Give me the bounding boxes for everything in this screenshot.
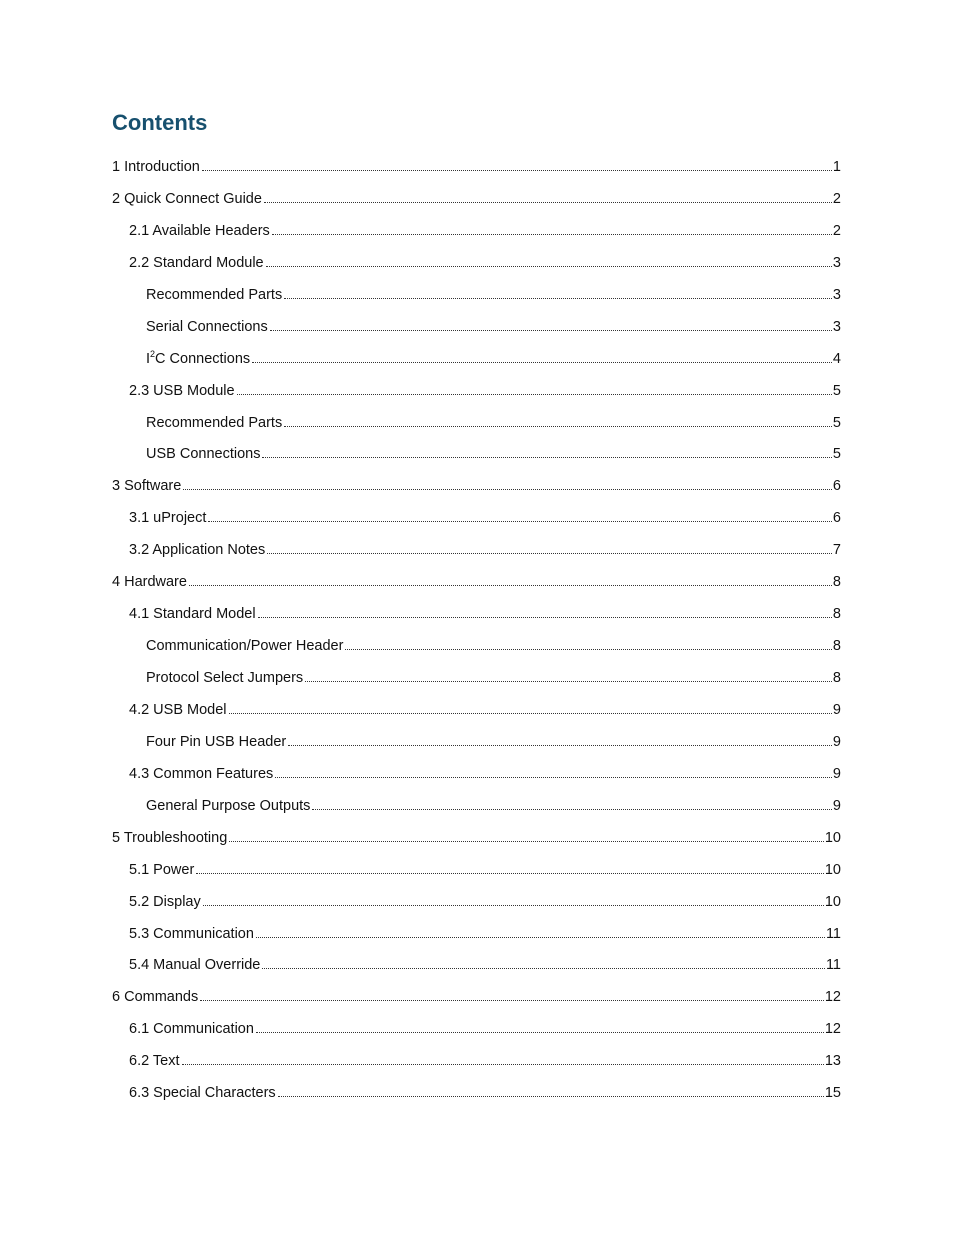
dot-leader: [229, 704, 832, 714]
toc-entry-page-number: 4: [832, 350, 841, 367]
toc-entry-label: [146, 408, 282, 440]
page-title: Contents: [112, 110, 208, 135]
toc-entry-label: [129, 1046, 180, 1078]
toc-entry-page-number: 10: [824, 893, 841, 910]
toc-entry[interactable]: [112, 663, 841, 695]
toc-entry[interactable]: [112, 408, 841, 440]
toc-entry-label-text: 2 Quick Connect Guide: [112, 190, 262, 207]
toc-entry-page-number: 12: [824, 989, 841, 1006]
dot-leader: [182, 1055, 824, 1065]
toc-entry[interactable]: [112, 823, 841, 855]
toc-entry-page-number: 13: [824, 1053, 841, 1070]
dot-leader: [183, 480, 832, 490]
toc-entry-page-number: 5: [832, 446, 841, 463]
toc-entry-page-number: 6: [832, 478, 841, 495]
toc-entry-page-number: 8: [832, 574, 841, 591]
toc-entry-label: [129, 599, 256, 631]
dot-leader: [196, 864, 824, 874]
toc-entry-label: [129, 248, 264, 280]
toc-entry-label-text: 5.4 Manual Override: [129, 957, 261, 974]
toc-entry-label: [129, 1014, 254, 1046]
dot-leader: [345, 640, 831, 650]
toc-entry-label-text: 2.1 Available Headers: [129, 222, 270, 239]
toc-entry-label-superscript: 2: [150, 348, 156, 359]
dot-leader: [288, 736, 832, 746]
toc-entry-label: [112, 567, 187, 599]
toc-entry-label: [146, 280, 282, 312]
toc-entry-label: [146, 727, 286, 759]
toc-entry[interactable]: [112, 982, 841, 1014]
toc-entry[interactable]: [112, 184, 841, 216]
dot-leader: [270, 321, 832, 331]
toc-entry[interactable]: [112, 567, 841, 599]
toc-entry-label-text: Communication/Power Header: [146, 638, 344, 655]
toc-entry-page-number: 9: [832, 701, 841, 718]
toc-entry-label-text: 3.1 uProject: [129, 510, 207, 527]
toc-entry-page-number: 11: [825, 925, 841, 942]
toc-entry[interactable]: [112, 599, 841, 631]
dot-leader: [272, 225, 832, 235]
toc-entry[interactable]: [112, 759, 841, 791]
toc-entry-label-text: 4 Hardware: [112, 574, 187, 591]
toc-entry-page-number: 9: [832, 733, 841, 750]
dot-leader: [256, 1023, 824, 1033]
toc-entry-label-text: Recommended Parts: [146, 414, 283, 431]
dot-leader: [284, 289, 832, 299]
toc-entry-page-number: 9: [832, 797, 841, 814]
toc-entry-label: [129, 535, 265, 567]
toc-entry[interactable]: [112, 1046, 841, 1078]
toc-entry-page-number: 8: [832, 638, 841, 655]
dot-leader: [278, 1087, 824, 1097]
toc-entry-page-number: 10: [824, 861, 841, 878]
toc-entry-page-number: 12: [824, 1021, 841, 1038]
toc-entry-page-number: 2: [832, 222, 841, 239]
toc-entry-page-number: 8: [832, 606, 841, 623]
toc-entry-label: [146, 439, 260, 471]
toc-entry-page-number: 7: [832, 542, 841, 559]
toc-entry-page-number: 5: [832, 414, 841, 431]
toc-entry[interactable]: [112, 471, 841, 503]
dot-leader: [312, 800, 831, 810]
toc-entry-page-number: 11: [825, 957, 841, 974]
toc-entry[interactable]: [112, 248, 841, 280]
toc-entry[interactable]: [112, 919, 841, 951]
toc-entry-label: [129, 216, 270, 248]
dot-leader: [208, 512, 832, 522]
toc-entry-label: [146, 663, 303, 695]
toc-entry-page-number: 6: [832, 510, 841, 527]
toc-entry-label-text: 4.2 USB Model: [129, 701, 227, 718]
dot-leader: [229, 832, 824, 842]
toc-entry-label-text: 5.2 Display: [129, 893, 201, 910]
toc-entry-page-number: 3: [832, 318, 841, 335]
toc-entry-label: [146, 344, 250, 376]
dot-leader: [203, 896, 824, 906]
dot-leader: [275, 768, 832, 778]
toc-entry-page-number: 9: [832, 765, 841, 782]
toc-entry-label: [129, 855, 194, 887]
toc-entry[interactable]: [112, 439, 841, 471]
toc-entry-label-text: 2.2 Standard Module: [129, 254, 264, 271]
dot-leader: [256, 928, 825, 938]
toc-entry-label-text: Recommended Parts: [146, 286, 283, 303]
toc-entry-label: [112, 184, 262, 216]
toc-entry-label-text: Serial Connections: [146, 318, 268, 335]
toc-entry-page-number: 3: [832, 254, 841, 271]
dot-leader: [262, 448, 831, 458]
toc-entry-label-text: Four Pin USB Header: [146, 733, 287, 750]
toc-entry-label: [112, 152, 200, 184]
toc-entry-label-text: C Connections: [155, 350, 251, 367]
toc-entry[interactable]: [112, 535, 841, 567]
dot-leader: [252, 353, 832, 363]
toc-entry[interactable]: [112, 727, 841, 759]
toc-entry[interactable]: [112, 503, 841, 535]
toc-entry-label: [146, 312, 268, 344]
toc-entry-label-text: 2.3 USB Module: [129, 382, 235, 399]
toc-entry-label: [112, 823, 227, 855]
toc-entry-label: [146, 791, 310, 823]
table-of-contents: [112, 152, 841, 1110]
toc-entry-label: [129, 503, 206, 535]
toc-entry[interactable]: [112, 631, 841, 663]
toc-entry-label-text: 3 Software: [112, 478, 182, 495]
dot-leader: [284, 417, 832, 427]
toc-entry-label-prefix: I: [146, 350, 151, 367]
toc-entry-label: [129, 695, 227, 727]
toc-entry-page-number: 1: [832, 159, 841, 175]
toc-entry-label-text: 5 Troubleshooting: [112, 829, 228, 846]
dot-leader: [200, 991, 824, 1001]
toc-entry-label: [112, 982, 198, 1014]
toc-entry[interactable]: [112, 216, 841, 248]
toc-entry-label: [129, 1078, 276, 1110]
toc-entry-page-number: 5: [832, 382, 841, 399]
toc-entry-label: [129, 919, 254, 951]
toc-entry[interactable]: [112, 1014, 841, 1046]
toc-entry-label-text: 5.3 Communication: [129, 925, 254, 942]
toc-entry-label: [112, 471, 181, 503]
toc-entry-label-text: 6.2 Text: [129, 1053, 180, 1070]
dot-leader: [262, 959, 825, 969]
toc-entry[interactable]: [112, 695, 841, 727]
toc-entry-label: [129, 376, 235, 408]
toc-entry[interactable]: [112, 791, 841, 823]
dot-leader: [305, 672, 832, 682]
toc-entry-label-text: General Purpose Outputs: [146, 797, 311, 814]
toc-entry[interactable]: [112, 280, 841, 312]
toc-entry-page-number: 2: [832, 190, 841, 207]
dot-leader: [267, 544, 832, 554]
toc-entry-label-text: Protocol Select Jumpers: [146, 670, 304, 686]
toc-entry-label-text: 3.2 Application Notes: [129, 542, 266, 559]
toc-entry-label-text: 6 Commands: [112, 989, 199, 1006]
toc-entry[interactable]: [112, 312, 841, 344]
toc-entry-label-text: 5.1 Power: [129, 861, 195, 878]
toc-entry-page-number: 10: [824, 829, 841, 846]
toc-entry-page-number: 3: [832, 286, 841, 303]
toc-entry[interactable]: [112, 376, 841, 408]
toc-entry-label: [146, 631, 343, 663]
dot-leader: [266, 257, 832, 267]
toc-entry[interactable]: [112, 887, 841, 919]
toc-entry-page-number: 8: [832, 670, 841, 686]
toc-entry-label-text: 1 Introduction: [112, 159, 200, 175]
dot-leader: [258, 608, 832, 618]
dot-leader: [264, 193, 832, 203]
dot-leader: [189, 576, 832, 586]
toc-entry-page-number: 15: [824, 1085, 841, 1102]
toc-entry-label: [129, 950, 260, 982]
toc-entry-label: [129, 759, 273, 791]
toc-entry[interactable]: [112, 1078, 841, 1110]
toc-entry[interactable]: [112, 152, 841, 184]
toc-entry-label-text: 6.3 Special Characters: [129, 1085, 276, 1102]
toc-entry-label-text: 4.1 Standard Model: [129, 606, 256, 623]
toc-entry[interactable]: [112, 344, 841, 376]
dot-leader: [202, 161, 832, 171]
toc-entry-label-text: 4.3 Common Features: [129, 765, 274, 782]
toc-entry-label: [129, 887, 201, 919]
dot-leader: [237, 385, 832, 395]
toc-entry-label-text: 6.1 Communication: [129, 1021, 254, 1038]
toc-entry[interactable]: [112, 950, 841, 982]
toc-entry[interactable]: [112, 855, 841, 887]
toc-entry-label-text: USB Connections: [146, 446, 261, 463]
